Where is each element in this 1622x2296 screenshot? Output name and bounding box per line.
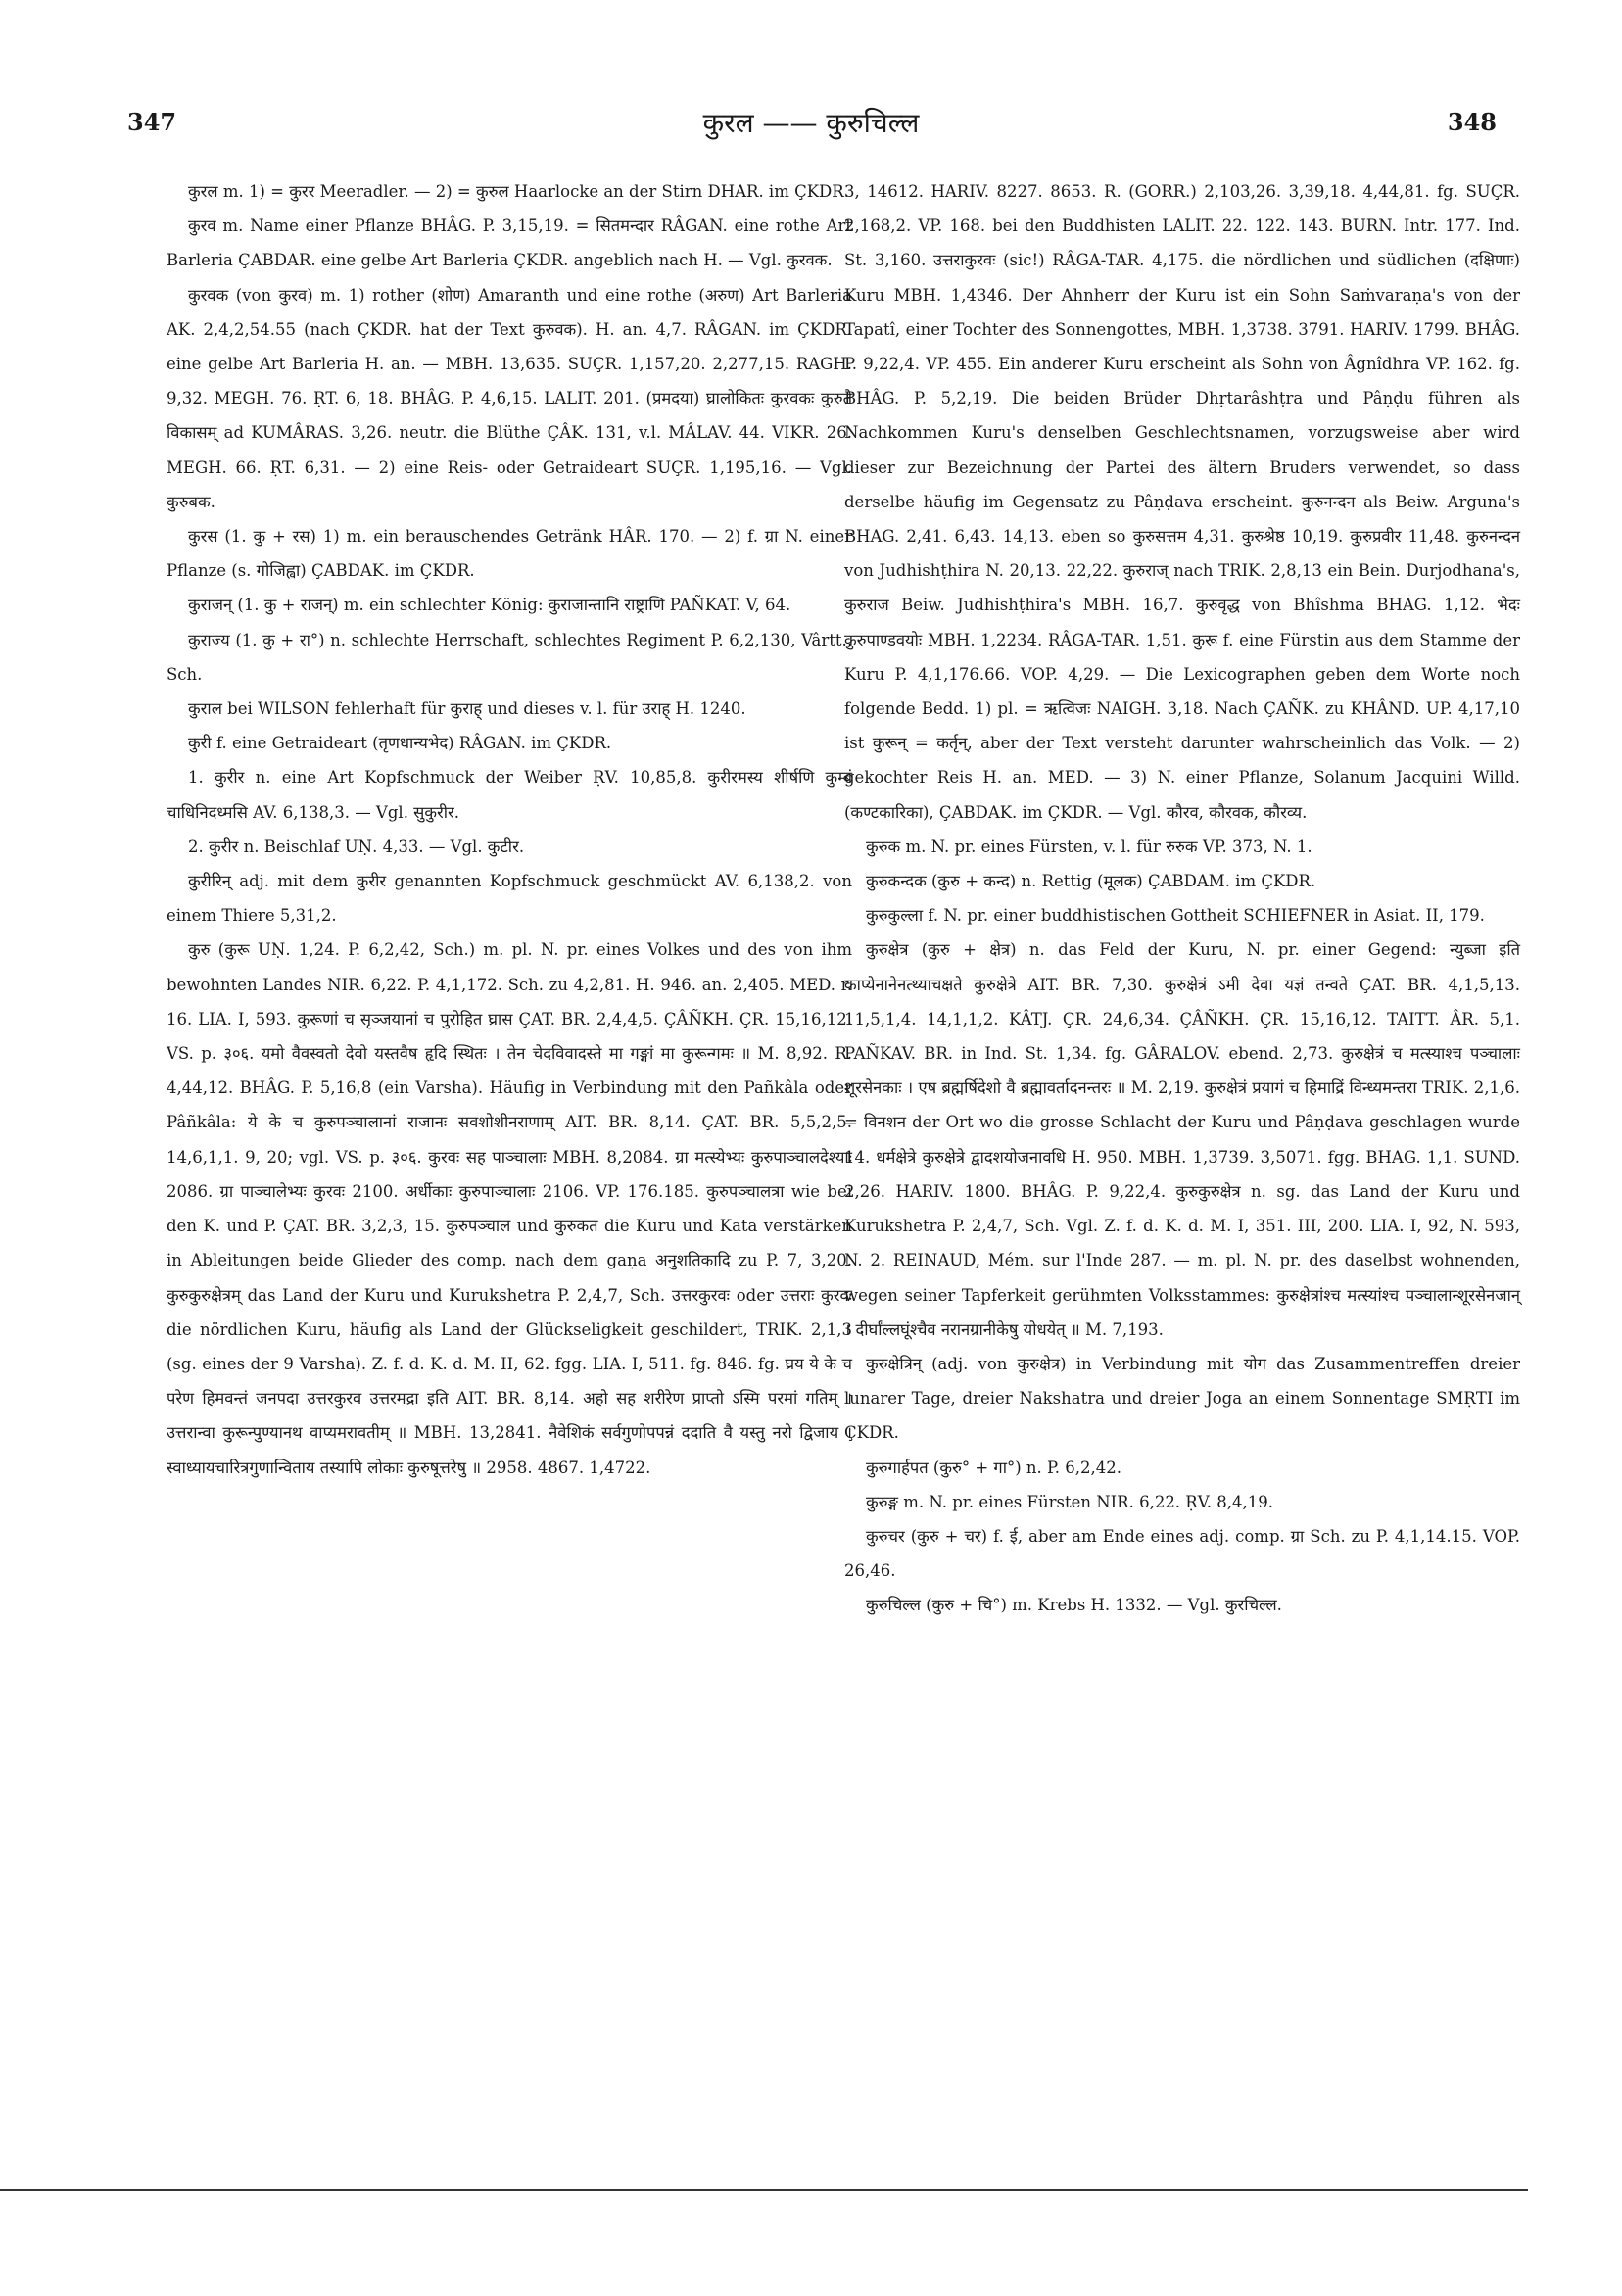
entry-kurava: कुरव m. Name einer Pflanze BHÂG. P. 3,15,19. = सितमन्दार RÂGAN. eine rothe Art Barleria ÇABDAR. eine gelbe Art Barleria ÇKDR. angeblich nach H. — Vgl. कुरवक. [167,216,852,270]
entry-kurukandaka: कुरुकन्दक (कुरु + कन्द) n. Rettig (मूलक) ÇABDAM. im ÇKDR. [866,872,1316,891]
entry-kurajya: कुराज्य (1. कु + रा°) n. schlechte Herrschaft, schlechtes Regiment P. 6,2,130, Vârtt., Sch. [167,630,852,684]
entry-kurala-2: कुराल bei WILSON fehlerhaft für कुराह् und dieses v. l. für उराह् H. 1240. [188,699,746,719]
entry-kuruka: कुरुक m. N. pr. eines Fürsten, v. l. für रुरुक VP. 373, N. 1. [866,837,1312,856]
entry-kurucara: कुरुचर (कुरु + चर) f. ई, aber am Ende eines adj. comp. ग्रा Sch. zu P. 4,1,14.15. VOP. 26,46. [844,1526,1520,1581]
entry-kurajan: कुराजन् (1. कु + राजन्) m. ein schlechter König: कुराजान्तानि राष्ट्राणि PAÑKAT. V, 64. [188,596,791,615]
running-head: कुरल —— कुरुचिल्ल [702,107,920,139]
entry-kurukshetra: कुरुक्षेत्र (कुरु + क्षेत्र) n. das Feld der Kuru, N. pr. einer Gegend: न्युब्जा इति काप्येनानेनत्थ्याचक्षते कुरुक्षेत्रे AIT. BR. 7,30. कुरुक्षेत्रं ऽमी देवा यज्ञं तन्वते ÇAT. BR. 4,1,5,13. 11,5,1,4. 14,1,1,2. KÂTJ. ÇR. 24,6,34. ÇÂÑKH. ÇR. 15,16,12. TAITT. ÂR. 5,1. PAÑKAV. BR. in Ind. St. 1,34. fg. GÂRALOV. ebend. 2,73. कुरुक्षेत्रं च मत्स्याश्च पञ्चालाः शूरसेनकाः । एष ब्रह्मर्षिदेशो वै ब्रह्मावर्तादनन्तरः ॥ M. 2,19. कुरुक्षेत्रं प्रयागं च हिमाद्रिं विन्ध्यमन्तरा TRIK. 2,1,6. = विनशन der Ort wo die grosse Schlacht der Kuru und Pâṇḍava geschlagen wurde 14. धर्मक्षेत्रे कुरुक्षेत्रे द्वादशयोजनावधि H. 950. MBH. 1,3739. 3,5071. fgg. BHAG. 1,1. SUND. 2,26. HARIV. 1800. BHÂG. P. 9,22,4. कुरुकुरुक्षेत्र n. sg. das Land der Kuru und Kurukshetra P. 2,4,7, Sch. Vgl. Z. f. d. K. d. M. I, 351. III, 200. LIA. I, 92, N. 593, N. 2. REINAUD, Mém. sur l'Inde 287. — m. pl. N. pr. des daselbst wohnenden, wegen seiner Tapferkeit gerühmten Volksstammes: कुरुक्षेत्रांश्च मत्स्यांश्च पञ्चालान्शूरसेनजान् । दीर्घांल्लघूंश्चैव नरानग्रानीकेषु योधयेत् ॥ M. 7,193. [844,940,1520,1339]
entry-kurunga: कुरुङ्ग m. N. pr. eines Fürsten NIR. 6,22. ṚV. 8,4,19. [866,1492,1273,1511]
entry-kuririn: कुरीरिन् adj. mit dem कुरीर genannten Kopfschmuck geschmückt AV. 6,138,2. von einem Thiere 5,31,2. [167,872,852,926]
entry-kurucilla: कुरुचिल्ल (कुरु + चि°) m. Krebs H. 1332. — Vgl. कुरचिल्ल. [866,1596,1282,1615]
entry-kurugarhapata: कुरुगार्हपत (कुरु° + गा°) n. P. 6,2,42. [866,1458,1122,1477]
entry-kurukulla: कुरुकुल्ला f. N. pr. einer buddhistischen Gottheit SCHIEFNER in Asiat. II, 179. [866,906,1485,926]
entry-kuravaka: कुरवक (von कुरव) m. 1) rother (शोण) Amaranth und eine rothe (अरुण) Art Barleria AK. 2,4,2,54.55 (nach ÇKDR. hat der Text कुरुवक). H. an. 4,7. RÂGAN. im ÇKDR. eine gelbe Art Barleria H. an. — MBH. 13,635. SUÇR. 1,157,20. 2,277,15. RAGH. 9,32. MEGH. 76. ṚT. 6, 18. BHÂG. P. 4,6,15. LALIT. 201. (प्रमदया) घ्रालोकितः कुरवकः कुरुते विकासम् ad KUMÂRAS. 3,26. neutr. die Blüthe ÇÂK. 131, v.l. MÂLAV. 44. VIKR. 26. MEGH. 66. ṚT. 6,31. — 2) eine Reis- oder Getraideart SUÇR. 1,195,16. — Vgl. कुरुबक. [167,285,852,511]
left-column [167,174,852,1485]
entry-kurira-1: 1. कुरीर n. eine Art Kopfschmuck der Weiber ṚV. 10,85,8. कुरीरमस्य शीर्षणि कुम्बं चाधिनिदध्मसि AV. 6,138,3. — Vgl. सुकुरीर. [167,768,852,822]
right-page-number: 348 [1447,108,1497,136]
entry-kurala: कुरल m. 1) = कुरर Meeradler. — 2) = कुरुल Haarlocke an der Stirn DHAR. im ÇKDR. [188,182,849,201]
entry-kurasa: कुरस (1. कु + रस) 1) m. ein berauschendes Getränk HÂR. 170. — 2) f. ग्रा N. einer Pflanze (s. गोजिह्वा) ÇABDAK. im ÇKDR. [167,527,852,581]
entry-kurira-2: 2. कुरीर n. Beischlaf UṆ. 4,33. — Vgl. कुटीर. [188,837,525,856]
entry-kuru-continued: 3, 14612. HARIV. 8227. 8653. R. (GORR.) 2,103,26. 3,39,18. 4,44,81. fg. SUÇR. 2,168,2. VP. 168. bei den Buddhisten LALIT. 22. 122. 143. BURN. Intr. 177. Ind. St. 3,160. उत्तराकुरवः (sic!) RÂGA-TAR. 4,175. die nördlichen und südlichen (दक्षिणाः) Kuru MBH. 1,4346. Der Ahnherr der Kuru ist ein Sohn Saṁvaraṇa's von der Tapatî, einer Tochter des Sonnengottes, MBH. 1,3738. 3791. HARIV. 1799. BHÂG. P. 9,22,4. VP. 455. Ein anderer Kuru erscheint als Sohn von Âgnîdhra VP. 162. fg. BHÂG. P. 5,2,19. Die beiden Brüder Dhṛtarâshṭra und Pâṇḍu führen als Nachkommen Kuru's denselben Geschlechtsnamen, vorzugsweise aber wird dieser zur Bezeichnung der Partei des ältern Bruders verwendet, so dass derselbe häufig im Gegensatz zu Pâṇḍava erscheint. कुरुनन्दन als Beiw. Arguna's BHAG. 2,41. 6,43. 14,13. eben so कुरुसत्तम 4,31. कुरुश्रेष्ठ 10,19. कुरुप्रवीर 11,48. कुरुनन्दन von Judhishṭhira N. 20,13. 22,22. कुरुराज् nach TRIK. 2,8,13 ein Bein. Durjodhana's, कुरुराज Beiw. Judhishṭhira's MBH. 16,7. कुरुवृद्ध von Bhîshma BHAG. 1,12. भेदः कुरुपाण्डवयोः MBH. 1,2234. RÂGA-TAR. 1,51. कुरू f. eine Fürstin aus dem Stamme der Kuru P. 4,1,176.66. VOP. 4,29. — Die Lexicographen geben dem Worte noch folgende Bedd. 1) pl. = ऋत्विजः NAIGH. 3,18. Nach ÇAÑK. zu KHÂND. UP. 4,17,10 ist कुरून् = कर्तृन्, aber der Text versteht darunter wahrscheinlich das Volk. — 2) gekochter Reis H. an. MED. — 3) N. einer Pflanze, Solanum Jacquini Willd. (कण्टकारिका), ÇABDAK. im ÇKDR. — Vgl. कौरव, कौरवक, कौरव्य. [844,182,1520,822]
right-column [844,174,1520,1623]
bottom-rule [0,2189,1528,2191]
entry-kuri: कुरी f. eine Getraideart (तृणधान्यभेद) RÂGAN. im ÇKDR. [188,734,612,753]
entry-kurukshetrin: कुरुक्षेत्रिन् (adj. von कुरुक्षेत्र) in Verbindung mit योग das Zusammentreffen dreier lunarer Tage, dreier Nakshatra und dreier Joga an einem Sonnentage SMṚTI im ÇKDR. [844,1354,1520,1443]
left-page-number: 347 [127,108,177,136]
entry-kuru: कुरु (कुरू UṆ. 1,24. P. 6,2,42, Sch.) m. pl. N. pr. eines Volkes und des von ihm bewohnten Landes NIR. 6,22. P. 4,1,172. Sch. zu 4,2,81. H. 946. an. 2,405. MED. r. 16. LIA. I, 593. कुरूणां च सृञ्जयानां च पुरोहित घ्रास ÇAT. BR. 2,4,4,5. ÇÂÑKH. ÇR. 15,16,12. VS. p. ३०६. यमो वैवस्वतो देवो यस्तवैष हृदि स्थितः । तेन चेदविवादस्ते मा गङ्गां मा कुरून्गमः ॥ M. 8,92. R. 4,44,12. BHÂG. P. 5,16,8 (ein Varsha). Häufig in Verbindung mit den Pañkâla oder Pâñkâla: ये के च कुरुपञ्चालानां राजानः सवशोशीनराणाम् AIT. BR. 8,14. ÇAT. BR. 5,5,2,5. 14,6,1,1. 9, 20; vgl. VS. p. ३०६. कुरवः सह पाञ्चालाः MBH. 8,2084. ग्रा मत्स्येभ्यः कुरुपाञ्चालदेश्याः 2086. ग्रा पाञ्चालेभ्यः कुरवः 2100. अर्धीकाः कुरुपाञ्चालाः 2106. VP. 176.185. कुरुपञ्चालत्रा wie bei den K. und P. ÇAT. BR. 3,2,3, 15. कुरुपञ्चाल und कुरुकत die Kuru und Kata verstärken in Ableitungen beide Glieder des comp. nach dem gaṇa अनुशतिकादि zu P. 7, 3,20. कुरुकुरुक्षेत्रम् das Land der Kuru und Kurukshetra P. 2,4,7, Sch. उत्तरकुरवः oder उत्तराः कुरवः die nördlichen Kuru, häufig als Land der Glückseligkeit geschildert, TRIK. 2,1,3 (sg. eines der 9 Varsha). Z. f. d. K. d. M. II, 62. fgg. LIA. I, 511. fg. 846. fg. घ्रय ये के च परेण हिमवन्तं जनपदा उत्तरकुरव उत्तरमद्रा इति AIT. BR. 8,14. अहो सह शरीरेण प्राप्तो ऽस्मि परमां गतिम् । उत्तरान्वा कुरून्पुण्यानथ वाप्यमरावतीम् ॥ MBH. 13,2841. नैवेशिकं सर्वगुणोपपन्नं ददाति वै यस्तु नरो द्विजाय । स्वाध्यायचारित्रगुणान्विताय तस्यापि लोकाः कुरुषूत्तरेषु ॥ 2958. 4867. 1,4722. [167,940,852,1477]
